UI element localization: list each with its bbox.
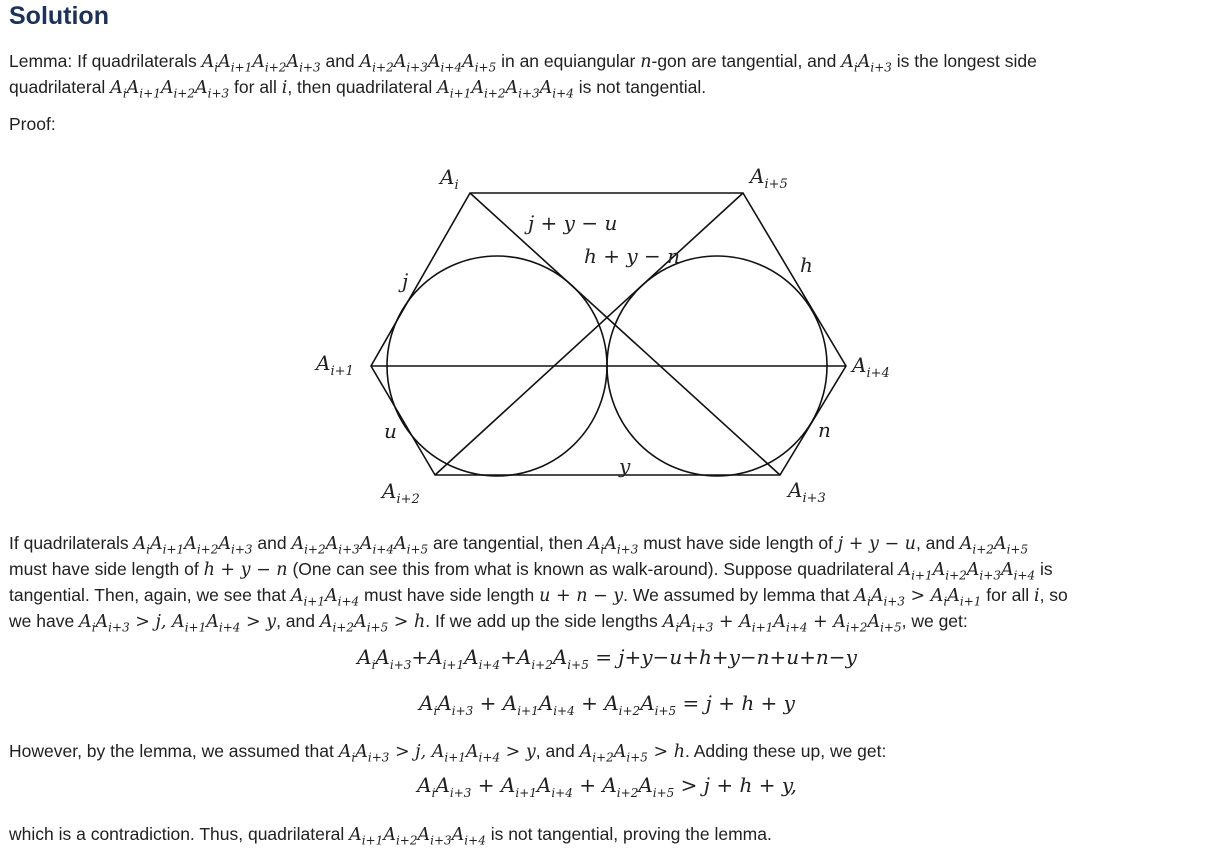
para2-line-1: If quadrilaterals $A_iA_{i+1}A_{i+2}A_{i+3}$ and $A_{i+2}A_{i+3}A_{i+4}A_{i+5}$ are tangential, then $A_iA_{i+3}$ must have side length of j + y − u, and $A_{i+2}A_{i+5}$ — [9, 533, 1029, 557]
para2-line-2: must have side length of h + y − n (One can see this from what is known as walk-around). Suppose quadrilateral $A_{i+1}A_{i+2}A_{i+3}A_{i+4}$ is — [9, 559, 1053, 583]
label-Ai2: $A_{i+2}$ — [382, 479, 420, 507]
label-Ai4: $A_{i+4}$ — [852, 353, 890, 381]
diagonal-ai-ai3 — [470, 193, 780, 475]
label-u: u — [384, 419, 397, 443]
label-Ai5: $A_{i+5}$ — [750, 164, 788, 192]
label-hyn: h + y − n — [584, 244, 681, 268]
label-y: y — [619, 454, 631, 478]
section-title: Solution — [9, 2, 109, 30]
label-j: j — [402, 269, 409, 293]
label-h: h — [800, 253, 813, 277]
lemma-line-2: quadrilateral $A_iA_{i+1}A_{i+2}A_{i+3}$ for all i, then quadrilateral $A_{i+1}A_{i+2}A_{i+3}A_{i+4}$ is not tangential. — [9, 77, 707, 101]
diagonal-ai2-ai5 — [435, 193, 743, 475]
hexagon — [371, 193, 846, 475]
equation-1: $A_iA_{i+3}+A_{i+1}A_{i+4}+A_{i+2}A_{i+5} = j+y-u+h+y-n+u+n-y$ — [357, 645, 857, 672]
para2-line-3: tangential. Then, again, we see that $A_{i+1}A_{i+4}$ must have side length u + n − y. We assumed by lemma that $A_iA_{i+3} > A_iA_{i+1}$ for all i, so — [9, 585, 1068, 609]
label-Ai1: $A_{i+1}$ — [316, 351, 354, 379]
label-jyu: j + y − u — [528, 211, 618, 235]
proof-label: Proof: — [9, 114, 56, 134]
equation-3: $A_iA_{i+3} + A_{i+1}A_{i+4} + A_{i+2}A_{i+5} > j + h + y$, — [417, 773, 797, 800]
lemma-line-1: Lemma: If quadrilaterals $A_iA_{i+1}A_{i+2}A_{i+3}$ and $A_{i+2}A_{i+3}A_{i+4}A_{i+5}$ in an equiangular n-gon are tangential, and $A_iA_{i+3}$ is the longest side — [9, 51, 1037, 75]
label-Ai: $A_i$ — [440, 165, 459, 193]
para3: However, by the lemma, we assumed that $A_iA_{i+3} > j$, $A_{i+1}A_{i+4} > y$, and $A_{i+2}A_{i+5} > h$. Adding these up, we get: — [9, 741, 887, 765]
equation-2: $A_iA_{i+3} + A_{i+1}A_{i+4} + A_{i+2}A_{i+5} = j + h + y$ — [419, 691, 795, 718]
final-line: which is a contradiction. Thus, quadrilateral $A_{i+1}A_{i+2}A_{i+3}A_{i+4}$ is not tangential, proving the lemma. — [9, 824, 772, 848]
label-n: n — [818, 418, 831, 442]
label-Ai3: $A_{i+3}$ — [788, 478, 826, 506]
proof-figure — [0, 155, 1214, 515]
para2-line-4: we have $A_iA_{i+3} > j$, $A_{i+1}A_{i+4} > y$, and $A_{i+2}A_{i+5} > h$. If we add up the side lengths $A_iA_{i+3} + A_{i+1}A_{i+4} + A_{i+2}A_{i+5}$, we get: — [9, 611, 968, 635]
